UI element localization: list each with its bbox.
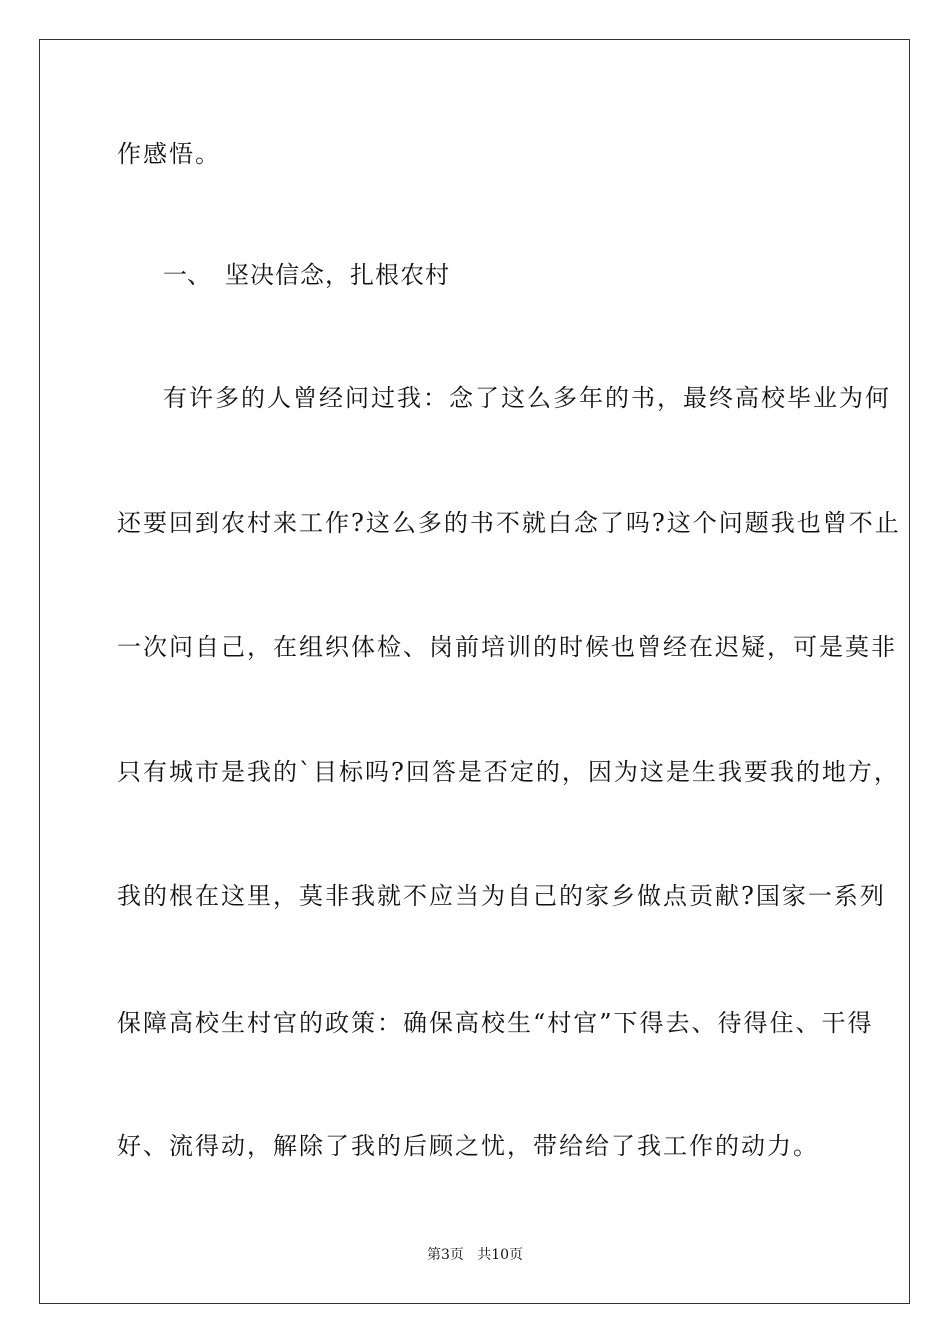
paragraph-line-7: 保障高校生村官的政策：确保高校生“村官”下得去、待得住、干得 <box>117 1009 874 1037</box>
paragraph-line-1: 作感悟。 <box>117 140 221 168</box>
page-footer: 第3页 共10页 <box>426 1247 524 1263</box>
paragraph-line-5: 只有城市是我的`目标吗?回答是否定的，因为这是生我要我的地方， <box>117 758 900 786</box>
page-border <box>39 39 910 1304</box>
section-heading-text: 坚决信念，扎根农村 <box>225 261 450 289</box>
paragraph-line-2: 有许多的人曾经问过我：念了这么多年的书，最终高校毕业为何 <box>163 384 891 412</box>
paragraph-line-3: 还要回到农村来工作?这么多的书不就白念了吗?这个问题我也曾不止 <box>117 509 901 537</box>
section-heading-number: 一、 <box>163 261 211 289</box>
paragraph-line-8: 好、流得动，解除了我的后顾之忧，带给给了我工作的动力。 <box>117 1132 819 1160</box>
paragraph-line-6: 我的根在这里，莫非我就不应当为自己的家乡做点贡献?国家一系列 <box>117 882 886 910</box>
paragraph-line-4: 一次问自己，在组织体检、岗前培训的时候也曾经在迟疑，可是莫非 <box>117 633 897 661</box>
